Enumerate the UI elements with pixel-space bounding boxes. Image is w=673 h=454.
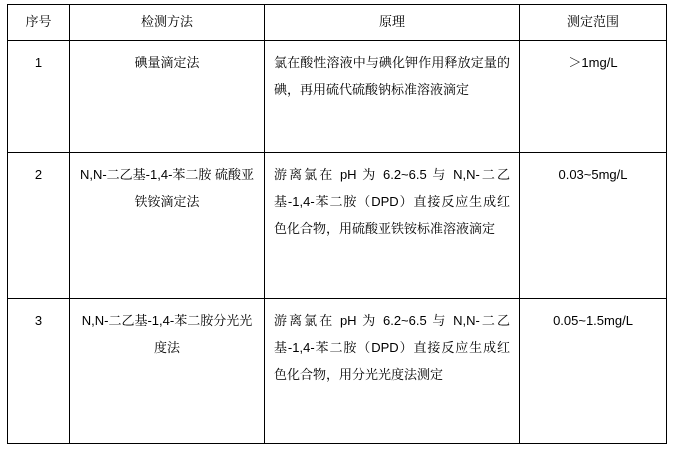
row-principle-value: 氯在酸性溶液中与碘化钾作用释放定量的碘，再用硫代硫酸钠标准溶液滴定 xyxy=(274,55,510,97)
table-header-row xyxy=(8,5,667,41)
cell-range xyxy=(520,299,667,444)
column-header-principle-label: 原理 xyxy=(378,14,405,29)
column-header-method-label: 检测方法 xyxy=(140,14,193,29)
cell-index xyxy=(8,299,70,444)
row-range-value: 0.05~1.5mg/L xyxy=(553,313,633,328)
column-header-range xyxy=(520,5,667,41)
column-header-index xyxy=(8,5,70,41)
document-page xyxy=(0,4,673,454)
cell-method xyxy=(70,41,265,153)
row-index-value: 2 xyxy=(34,167,43,182)
cell-range xyxy=(520,153,667,299)
cell-principle xyxy=(265,41,520,153)
table-header xyxy=(8,5,667,41)
column-header-method xyxy=(70,5,265,41)
row-range-value: ＞1mg/L xyxy=(568,55,618,70)
cell-index xyxy=(8,153,70,299)
row-method-value: N,N-二乙基-1,4-苯二胺分光光度法 xyxy=(81,313,253,355)
cell-method xyxy=(70,299,265,444)
row-principle-value: 游离氯在 pH 为 6.2~6.5 与 N,N-二乙基-1,4-苯二胺（DPD）直接反应生成红色化合物，用分光光度法测定 xyxy=(274,313,510,382)
row-index-value: 1 xyxy=(34,55,43,70)
column-header-principle xyxy=(265,5,520,41)
table-row xyxy=(8,41,667,153)
cell-principle xyxy=(265,299,520,444)
row-principle-value: 游离氯在 pH 为 6.2~6.5 与 N,N-二乙基-1,4-苯二胺（DPD）直接反应生成红色化合物，用硫酸亚铁铵标准溶液滴定 xyxy=(274,167,510,236)
row-range-value: 0.03~5mg/L xyxy=(558,167,628,182)
cell-method xyxy=(70,153,265,299)
detection-methods-table xyxy=(7,4,667,444)
column-header-range-label: 测定范围 xyxy=(566,14,619,29)
table-body xyxy=(8,41,667,444)
cell-index xyxy=(8,41,70,153)
row-index-value: 3 xyxy=(34,313,43,328)
cell-range xyxy=(520,41,667,153)
row-method-value: N,N-二乙基-1,4-苯二胺 硫酸亚铁铵滴定法 xyxy=(79,167,255,209)
row-method-value: 碘量滴定法 xyxy=(134,55,200,70)
cell-principle xyxy=(265,153,520,299)
table-row xyxy=(8,299,667,444)
column-header-index-label: 序号 xyxy=(25,14,52,29)
table-row xyxy=(8,153,667,299)
